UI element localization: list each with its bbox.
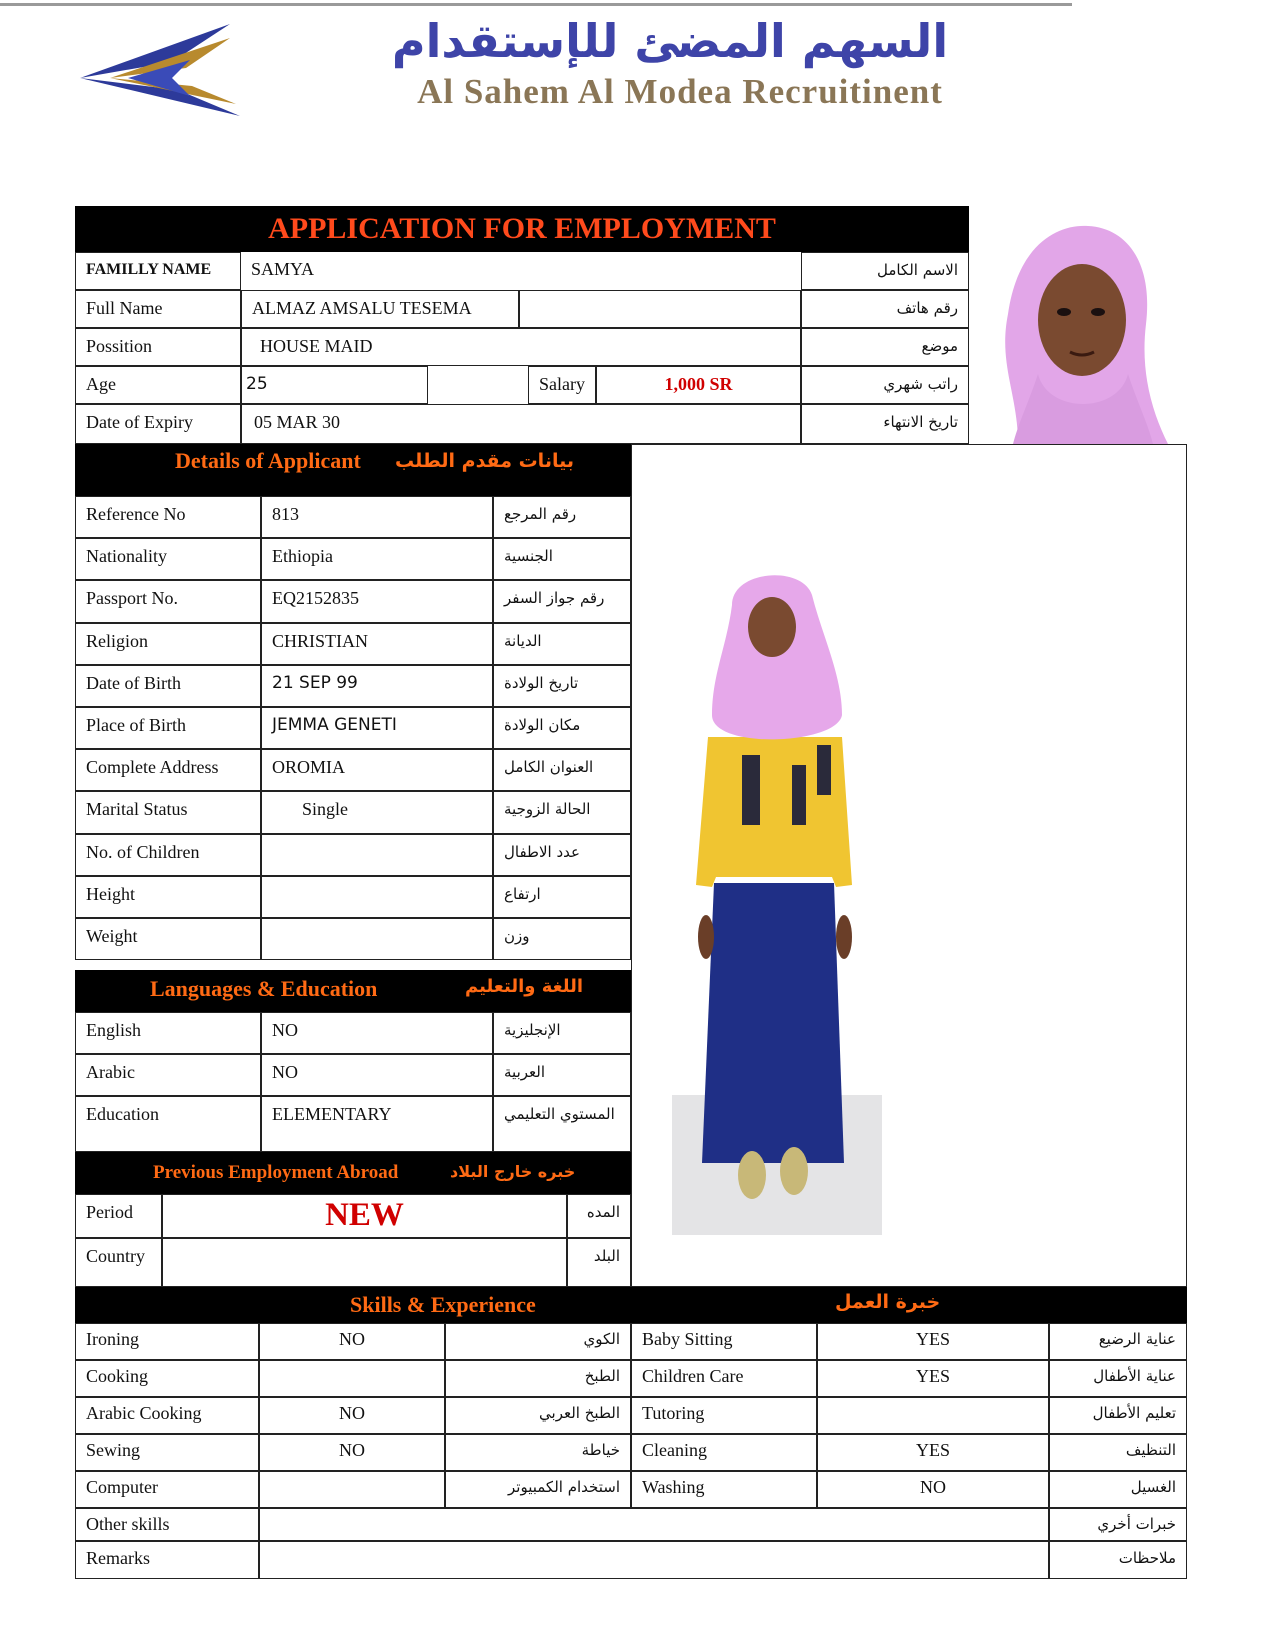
skill-right-value (817, 1397, 1049, 1434)
age-spacer (428, 366, 528, 404)
age-value: 25 (241, 366, 428, 404)
skill-right-label: Children Care (631, 1360, 817, 1397)
details-row-value (261, 876, 493, 918)
details-row-label-ar: العنوان الكامل (493, 749, 631, 791)
logo-top-line (0, 3, 1072, 6)
language-row-label: Education (75, 1096, 261, 1152)
language-row-label: Arabic (75, 1054, 261, 1096)
skill-right-label: Baby Sitting (631, 1323, 817, 1360)
skill-left-label-ar: الكوي (445, 1323, 631, 1360)
details-row-label: Reference No (75, 496, 261, 538)
details-row-label-ar: رقم جواز السفر (493, 580, 631, 622)
skill-left-label: Arabic Cooking (75, 1397, 259, 1434)
other-skills-value (259, 1508, 1049, 1541)
skill-right-value: YES (817, 1434, 1049, 1471)
details-row-value: 813 (261, 496, 493, 538)
remarks-label-ar: ملاحظات (1049, 1541, 1187, 1579)
details-row-label: Nationality (75, 538, 261, 580)
language-row-label: English (75, 1012, 261, 1054)
details-row-label: Religion (75, 623, 261, 665)
salary-value: 1,000 SR (596, 366, 801, 404)
full-body-photo (672, 565, 882, 1235)
details-row-value: OROMIA (261, 749, 493, 791)
details-title-ar: بيانات مقدم الطلب (395, 450, 574, 472)
logo-english-text: Al Sahem Al Modea Recruitinent (417, 72, 943, 111)
arrow-logo-icon (80, 16, 290, 126)
languages-section-header (75, 970, 631, 1012)
skill-left-label-ar: الطبخ العربي (445, 1397, 631, 1434)
period-label-ar: المده (567, 1194, 631, 1238)
details-row-label-ar: رقم المرجع (493, 496, 631, 538)
details-row-value: CHRISTIAN (261, 623, 493, 665)
details-row-value: JEMMA GENETI (261, 707, 493, 749)
expiry-value: 05 MAR 30 (241, 404, 801, 444)
skill-right-label: Washing (631, 1471, 817, 1508)
position-label-ar: موضع (801, 328, 969, 366)
details-row-label: No. of Children (75, 834, 261, 876)
skill-left-label: Sewing (75, 1434, 259, 1471)
details-row-label: Passport No. (75, 580, 261, 622)
language-row-value: NO (261, 1012, 493, 1054)
skill-left-value (259, 1471, 445, 1508)
details-row-label: Date of Birth (75, 665, 261, 707)
other-skills-label: Other skills (75, 1508, 259, 1541)
application-title: APPLICATION FOR EMPLOYMENT (75, 206, 969, 252)
previous-title-en: Previous Employment Abroad (153, 1162, 399, 1183)
skill-left-value: NO (259, 1323, 445, 1360)
country-value (162, 1238, 567, 1287)
country-label-ar: البلد (567, 1238, 631, 1287)
language-row-value: ELEMENTARY (261, 1096, 493, 1152)
details-row-label: Complete Address (75, 749, 261, 791)
skill-left-label: Ironing (75, 1323, 259, 1360)
remarks-label: Remarks (75, 1541, 259, 1579)
salary-label-ar: راتب شهري (801, 366, 969, 404)
language-row-label-ar: العربية (493, 1054, 631, 1096)
languages-title-en: Languages & Education (150, 976, 378, 1001)
details-title-en: Details of Applicant (175, 448, 361, 473)
skill-left-value: NO (259, 1397, 445, 1434)
details-row-label: Place of Birth (75, 707, 261, 749)
details-row-label-ar: مكان الولادة (493, 707, 631, 749)
family-name-label: FAMILLY NAME (75, 252, 241, 290)
details-row-label-ar: وزن (493, 918, 631, 960)
languages-title-ar: اللغة والتعليم (465, 976, 584, 997)
details-row-value (261, 834, 493, 876)
language-row-label-ar: الإنجليزية (493, 1012, 631, 1054)
period-value: NEW (162, 1194, 567, 1238)
skill-right-value: YES (817, 1360, 1049, 1397)
details-row-label-ar: الديانة (493, 623, 631, 665)
skill-left-label-ar: الطبخ (445, 1360, 631, 1397)
skill-left-label-ar: خياطة (445, 1434, 631, 1471)
phone-label-ar: رقم هاتف (801, 290, 969, 328)
skill-right-label-ar: تعليم الأطفال (1049, 1397, 1187, 1434)
phone-value (519, 290, 801, 328)
details-row-label: Height (75, 876, 261, 918)
skills-section-header (75, 1287, 1187, 1323)
details-row-label: Weight (75, 918, 261, 960)
details-row-label-ar: الجنسية (493, 538, 631, 580)
skill-left-label-ar: استخدام الكمبيوتر (445, 1471, 631, 1508)
skill-right-label-ar: الغسيل (1049, 1471, 1187, 1508)
skill-left-label: Cooking (75, 1360, 259, 1397)
position-value: HOUSE MAID (241, 328, 801, 366)
full-name-value: ALMAZ AMSALU TESEMA (241, 290, 519, 328)
company-logo (0, 0, 1072, 134)
skills-title-en: Skills & Experience (350, 1292, 536, 1317)
details-row-label-ar: عدد الاطفال (493, 834, 631, 876)
details-row-label-ar: ارتفاع (493, 876, 631, 918)
skill-right-value: YES (817, 1323, 1049, 1360)
skill-right-label-ar: التنظيف (1049, 1434, 1187, 1471)
skill-left-value: NO (259, 1434, 445, 1471)
salary-label: Salary (528, 366, 596, 404)
skill-right-label-ar: عناية الأطفال (1049, 1360, 1187, 1397)
remarks-value (259, 1541, 1049, 1579)
details-row-value: EQ2152835 (261, 580, 493, 622)
details-row-value: Ethiopia (261, 538, 493, 580)
position-label: Possition (75, 328, 241, 366)
skill-right-label: Cleaning (631, 1434, 817, 1471)
details-row-value: 21 SEP 99 (261, 665, 493, 707)
details-row-label: Marital Status (75, 791, 261, 833)
other-skills-label-ar: خبرات أخري (1049, 1508, 1187, 1541)
family-name-value: SAMYA (251, 259, 315, 279)
previous-title-ar: خبره خارج البلاد (450, 1162, 576, 1181)
language-row-value: NO (261, 1054, 493, 1096)
skill-right-label-ar: عناية الرضيع (1049, 1323, 1187, 1360)
language-row-label-ar: المستوي التعليمي (493, 1096, 631, 1152)
country-label: Country (75, 1238, 162, 1287)
expiry-label-ar: تاريخ الانتهاء (801, 404, 969, 444)
previous-section-header (75, 1152, 631, 1194)
details-section-header (75, 444, 631, 496)
skill-left-label: Computer (75, 1471, 259, 1508)
skill-right-label: Tutoring (631, 1397, 817, 1434)
period-label: Period (75, 1194, 162, 1238)
skills-title-ar: خبرة العمل (835, 1291, 941, 1313)
details-row-label-ar: الحالة الزوجية (493, 791, 631, 833)
details-row-value (261, 918, 493, 960)
full-name-label: Full Name (75, 290, 241, 328)
details-row-value: Single (261, 791, 493, 833)
family-name-label-ar: الاسم الكامل (801, 252, 969, 290)
portrait-photo (978, 214, 1178, 444)
logo-arabic-text: السهم المضئ للإستقدام (391, 14, 949, 68)
expiry-label: Date of Expiry (75, 404, 241, 444)
details-row-label-ar: تاريخ الولادة (493, 665, 631, 707)
skill-right-value: NO (817, 1471, 1049, 1508)
skill-left-value (259, 1360, 445, 1397)
age-label: Age (75, 366, 241, 404)
